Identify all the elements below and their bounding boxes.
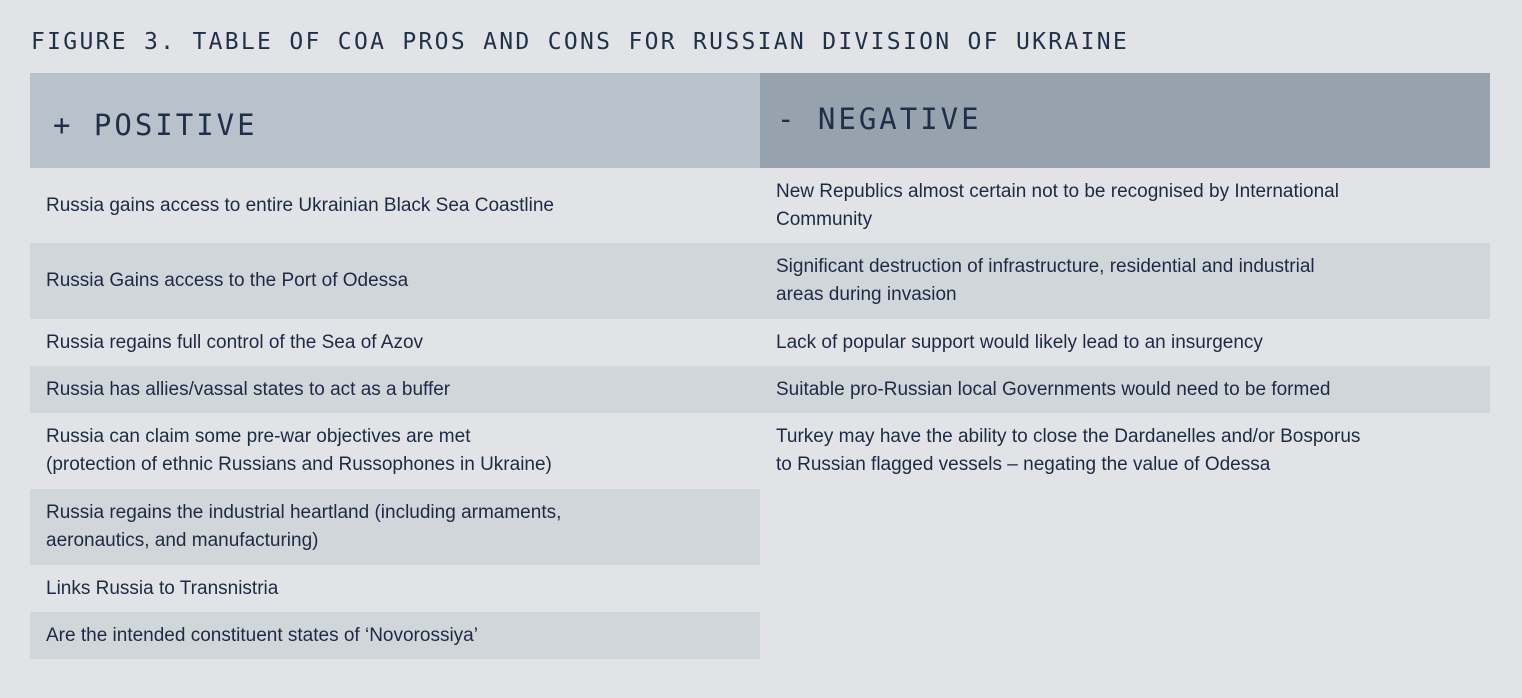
pros-cons-table xyxy=(30,73,1490,665)
table-body xyxy=(30,168,1490,665)
positive-cell: Russia regains full control of the Sea of Azov xyxy=(46,331,424,353)
positive-cell: Links Russia to Transnistria xyxy=(46,577,279,599)
positive-cell: Russia gains access to entire Ukrainian Black Sea Coastline xyxy=(46,194,554,216)
figure-title: FIGURE 3. TABLE OF COA PROS AND CONS FOR RUSSIAN DIVISION OF UKRAINE xyxy=(31,29,1130,55)
negative-cell: Suitable pro-Russian local Governments would need to be formed xyxy=(776,378,1331,400)
positive-cell: Are the intended constituent states of ‘Novorossiya’ xyxy=(46,624,478,646)
negative-cell: Lack of popular support would likely lead to an insurgency xyxy=(776,331,1263,353)
positive-cell: Russia has allies/vassal states to act as a buffer xyxy=(46,378,451,400)
positive-cell: Russia regains the industrial heartland (including armaments, aeronautics, and manufacturing) xyxy=(46,502,562,551)
negative-cell: New Republics almost certain not to be recognised by International Community xyxy=(776,180,1339,230)
positive-cell: Russia can claim some pre-war objectives are met (protection of ethnic Russians and Russophones in Ukraine) xyxy=(46,426,552,475)
table-header-row xyxy=(30,73,1490,168)
negative-cell: Significant destruction of infrastructure, residential and industrial areas during invasion xyxy=(776,256,1315,305)
negative-header: - NEGATIVE xyxy=(760,73,1490,168)
positive-header: + POSITIVE xyxy=(30,73,760,168)
positive-cell: Russia Gains access to the Port of Odessa xyxy=(46,270,409,291)
negative-cell: Turkey may have the ability to close the Dardanelles and/or Bosporus to Russian flagged vessels – negating the value of Odessa xyxy=(776,426,1361,475)
